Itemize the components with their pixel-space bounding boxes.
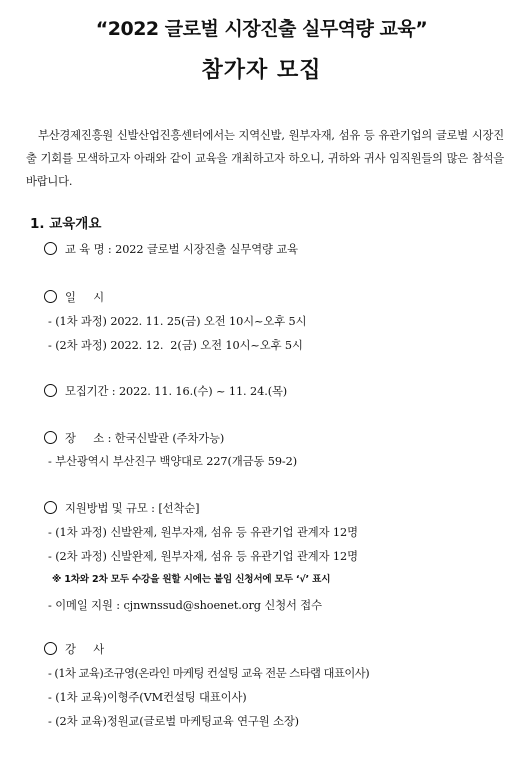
application-line: - (2차 과정) 신발완제, 원부자재, 섬유 등 유관기업 관계자 12명 — [48, 550, 358, 563]
circle-bullet-icon — [44, 431, 57, 444]
instructor-line: - (1차 교육)이형주(VM컨설팅 대표이사) — [48, 691, 247, 704]
date-label: 일 시 — [65, 291, 105, 304]
circle-bullet-icon — [44, 242, 57, 255]
instructor-line: - (2차 교육)정원교(글로벌 마케팅교육 연구원 소장) — [48, 715, 299, 728]
application-line: - (1차 과정) 신발완제, 원부자재, 섬유 등 유관기업 관계자 12명 — [48, 526, 358, 539]
circle-bullet-icon — [44, 384, 57, 397]
application-label: 지원방법 및 규모 : [선착순] — [65, 502, 200, 515]
date-item — [44, 289, 104, 305]
venue-item — [44, 430, 224, 446]
instructor-line: - (1차 교육)조규영(온라인 마케팅 컨설팅 교육 전문 스타랩 대표이사) — [48, 667, 370, 680]
course-name-text: 교 육 명 : 2022 글로벌 시장진출 실무역량 교육 — [65, 243, 298, 256]
circle-bullet-icon — [44, 642, 57, 655]
course-name-item — [44, 241, 298, 257]
intro-paragraph: 부산경제진흥원 신발산업진흥센터에서는 지역신발, 원부자재, 섬유 등 유관기업의 글로벌 시장진출 기회를 모색하고자 아래와 같이 교육을 개최하고자 하오니, 귀하와 귀사 임직원들의 많은 참석을 바랍니다. — [26, 129, 504, 188]
circle-bullet-icon — [44, 290, 57, 303]
venue-address: - 부산광역시 부산진구 백양대로 227(개금동 59-2) — [48, 455, 298, 468]
section-heading: 1. 교육개요 — [30, 216, 102, 232]
instructors-label: 강 사 — [65, 643, 105, 656]
application-item — [44, 500, 199, 516]
date-line: - (2차 과정) 2022. 12. 2(금) 오전 10시~오후 5시 — [48, 339, 303, 352]
document-subtitle: 참가자 모집 — [201, 58, 322, 83]
circle-bullet-icon — [44, 501, 57, 514]
document-title: “2022 글로벌 시장진출 실무역량 교육” — [95, 18, 428, 40]
venue-label: 장 소 : 한국신발관 (주차가능) — [65, 432, 225, 445]
recruit-period-item — [44, 383, 287, 399]
date-line: - (1차 과정) 2022. 11. 25(금) 오전 10시~오후 5시 — [48, 315, 307, 328]
recruit-period-text: 모집기간 : 2022. 11. 16.(수) ~ 11. 24.(목) — [65, 385, 288, 398]
instructors-item — [44, 641, 104, 657]
application-email: - 이메일 지원 : cjnwnssud@shoenet.org 신청서 접수 — [48, 599, 322, 612]
application-note: ※ 1차와 2차 모두 수강을 원할 시에는 붙임 신청서에 모두 ‘√’ 표시 — [52, 574, 331, 585]
